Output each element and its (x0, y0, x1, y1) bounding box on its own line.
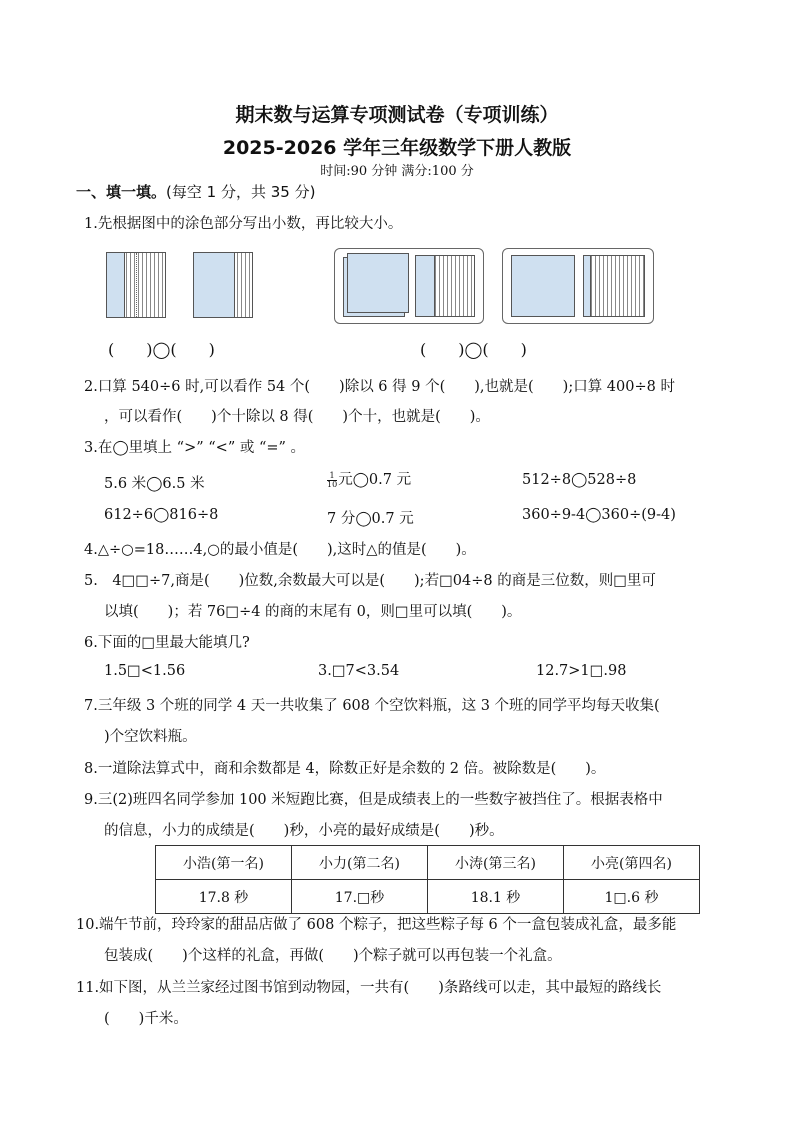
q3-item: 7 分◯0.7 元 (327, 511, 414, 527)
q3-item: 512÷8◯528÷8 (522, 472, 637, 488)
table-header-cell: 小亮(第四名) (564, 846, 700, 880)
section-label: 一、填一填。 (76, 183, 167, 201)
q3-item: 360÷9-4◯360÷(9-4) (522, 507, 676, 523)
fraction (327, 472, 337, 489)
section-heading (76, 181, 315, 202)
table-header-row (156, 846, 700, 880)
question-9-line-2: 的信息，小力的成绩是( )秒，小亮的最好成绩是( )秒。 (104, 823, 504, 839)
shaded-part (416, 256, 435, 316)
table-cell: 18.1 秒 (428, 880, 564, 914)
question-2-line-1: 2.口算 540÷6 时,可以看作 54 个( )除以 6 得 9 个( ),也就是( );口算 400÷8 时 (84, 379, 675, 395)
question-10-line-2: 包装成( )个这样的礼盒，再做( )个粽子就可以再包装一个礼盒。 (104, 948, 562, 964)
tenths-bar (193, 252, 253, 318)
q1-figure-card-1 (334, 248, 484, 324)
table-header-cell: 小涛(第三名) (428, 846, 564, 880)
tenths-bar (415, 255, 475, 317)
table-cell: 17.8 秒 (156, 880, 292, 914)
q3-item: 5.6 米◯6.5 米 (104, 476, 205, 492)
question-9-line-1: 9.三(2)班四名同学参加 100 米短跑比赛，但是成绩表上的一些数字被挡住了。根据表格中 (84, 792, 663, 808)
question-5-line-1: 5. 4□□÷7,商是( )位数,余数最大可以是( );若□04÷8 的商是三位数，则□里可 (84, 573, 656, 589)
q1-blank-left[interactable]: ( )◯( ) (108, 340, 215, 359)
fraction-numerator: 1 (327, 472, 337, 481)
question-7-line-1: 7.三年级 3 个班的同学 4 天一共收集了 608 个空饮料瓶，这 3 个班的同学平均每天收集( (84, 698, 660, 714)
q3-item: 612÷6◯816÷8 (104, 507, 219, 523)
section-note: (每空 1 分，共 35 分) (166, 183, 316, 201)
shaded-square (347, 253, 409, 313)
question-3-text: 3.在◯里填上 “>” “<” 或 “=” 。 (84, 440, 306, 456)
tenths-bar (106, 252, 166, 318)
question-6-text: 6.下面的□里最大能填几? (84, 635, 250, 651)
shaded-part (107, 253, 125, 317)
q3-item (327, 468, 411, 489)
q1-blank-right[interactable]: ( )◯( ) (420, 340, 527, 359)
shaded-part (194, 253, 235, 317)
q6-item: 12.7>1□.98 (536, 663, 627, 679)
question-10-line-1: 10.端午节前，玲玲家的甜品店做了 608 个粽子，把这些粽子每 6 个一盒包装成礼盒，最多能 (76, 917, 677, 933)
table-header-cell: 小力(第二名) (292, 846, 428, 880)
q6-item: 3.□7<3.54 (318, 663, 400, 679)
question-11-line-1: 11.如下图，从兰兰家经过图书馆到动物园，一共有( )条路线可以走，其中最短的路线长 (76, 980, 662, 996)
question-5-line-2: 以填( )；若 76□÷4 的商的末尾有 0，则□里可以填( )。 (104, 604, 522, 620)
page-title: 期末数与运算专项测试卷（专项训练） (235, 104, 559, 126)
shaded-part (584, 256, 591, 316)
fraction-denominator: 10 (327, 479, 338, 489)
question-4-text: 4.△÷○=18……4,○的最小值是( ),这时△的值是( )。 (84, 542, 476, 558)
shaded-square (511, 255, 575, 317)
score-table (155, 845, 700, 914)
question-7-line-2: )个空饮料瓶。 (104, 729, 197, 745)
table-cell: 17.□秒 (292, 880, 428, 914)
table-header-cell: 小浩(第一名) (156, 846, 292, 880)
table-cell: 1□.6 秒 (564, 880, 700, 914)
tenths-bar (583, 255, 645, 317)
question-2-line-2: ，可以看作( )个十除以 8 得( )个十，也就是( )。 (104, 409, 490, 425)
question-1-text: 1.先根据图中的涂色部分写出小数，再比较大小。 (84, 216, 403, 232)
half-line (136, 253, 137, 317)
page-subtitle: 2025-2026 学年三年级数学下册人教版 (222, 137, 572, 159)
exam-meta: 时间:90 分钟 满分:100 分 (320, 164, 474, 179)
q6-item: 1.5□<1.56 (104, 663, 186, 679)
question-8-text: 8.一道除法算式中，商和余数都是 4，除数正好是余数的 2 倍。被除数是( )。 (84, 761, 606, 777)
q1-figure-card-2 (502, 248, 654, 324)
question-11-line-2: ( )千米。 (104, 1011, 188, 1027)
table-row (156, 880, 700, 914)
q3-item-text: 元◯0.7 元 (338, 472, 412, 488)
